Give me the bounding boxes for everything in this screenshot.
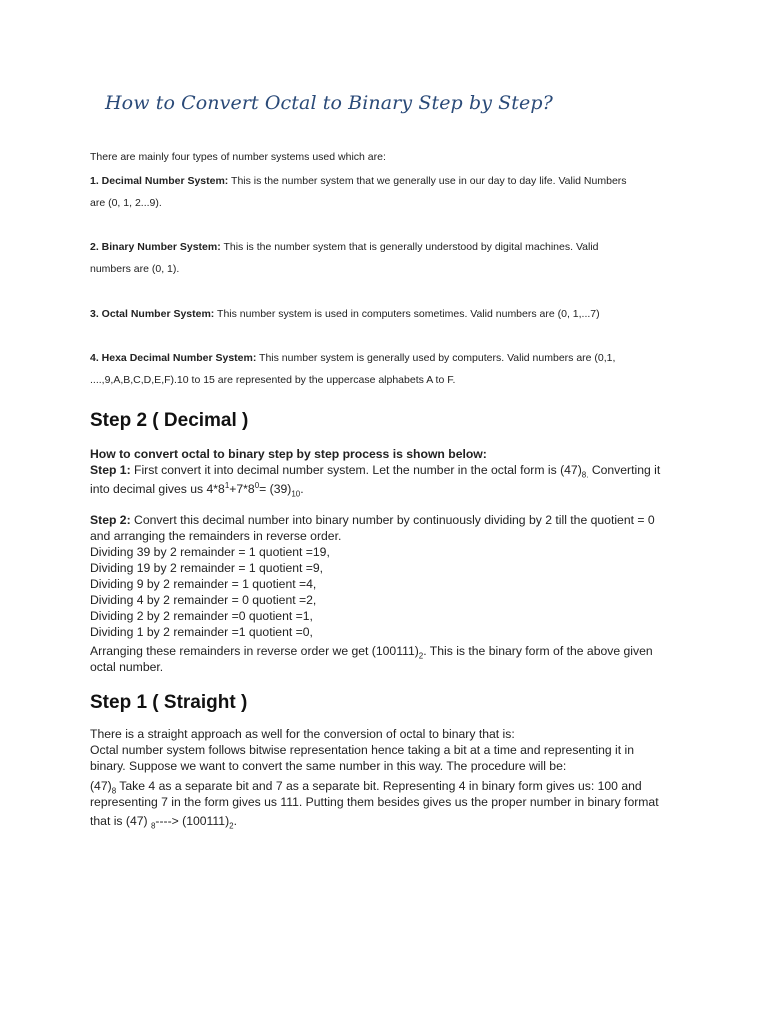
- step1-p-line3: [90, 813, 680, 829]
- step2-heading: Step 2 ( Decimal ): [90, 410, 249, 431]
- subscript: 8: [111, 786, 117, 796]
- system-hexa-line1: [90, 347, 680, 369]
- step2-content: [90, 446, 680, 675]
- arrange-text: . This is the binary form of the above given: [423, 644, 653, 658]
- system-text: This is the number system that we generally use in our day to day life. Valid Numbers: [228, 175, 627, 187]
- system-binary: [90, 236, 680, 280]
- division-line: Dividing 39 by 2 remainder = 1 quotient =19,: [90, 545, 330, 559]
- formula-part: +7*8: [229, 482, 255, 496]
- p-text: that is (47): [90, 814, 151, 828]
- step1-content: [90, 726, 680, 829]
- division-line: Dividing 1 by 2 remainder =1 quotient =0,: [90, 625, 313, 639]
- p-text: ----> (100111): [155, 814, 230, 828]
- step1-line2: Octal number system follows bitwise representation hence taking a bit at a time and representing it in: [90, 743, 634, 757]
- step1-p-line2: representing 7 in the form gives us 111. Putting them besides gives us the proper number in binary format: [90, 795, 659, 809]
- subscript: 8: [150, 821, 156, 831]
- superscript: 0: [254, 480, 260, 490]
- p-text: Take 4 as a separate bit and 7 as a separate bit. Representing 4 in binary form gives us: 100 and: [116, 779, 642, 793]
- subscript: 2: [229, 821, 234, 831]
- step2-s1-line2: [90, 481, 680, 497]
- system-binary-line1: [90, 236, 680, 258]
- system-hexa: [90, 347, 680, 391]
- step2-subheading: [90, 446, 680, 462]
- system-text: This is the number system that is generally understood by digital machines. Valid: [220, 241, 599, 253]
- division-line: Dividing 2 by 2 remainder =0 quotient =1,: [90, 609, 313, 623]
- step-text: First convert it into decimal number system. Let the number in the octal form is (47): [130, 463, 582, 477]
- system-label: 2. Binary Number System:: [90, 241, 221, 253]
- step2-s2-line1: [90, 512, 680, 528]
- formula-part: into decimal gives us 4*8: [90, 482, 225, 496]
- step1-heading: Step 1 ( Straight ): [90, 692, 248, 713]
- subscript: 10: [291, 489, 301, 499]
- step1-p-line1: [90, 778, 680, 794]
- arrange-line2: octal number.: [90, 660, 164, 674]
- system-text-cont: ....,9,A,B,C,D,E,F).10 to 15 are represented by the uppercase alphabets A to F.: [90, 374, 456, 386]
- system-decimal-line1: [90, 170, 680, 192]
- p-text: .: [233, 814, 237, 828]
- system-octal: [90, 303, 680, 325]
- system-label: 3. Octal Number System:: [90, 308, 215, 320]
- step-label: Step 1:: [90, 463, 131, 477]
- formula-part: .: [300, 482, 304, 496]
- subscript: 8.: [581, 470, 589, 480]
- system-text: This number system is used in computers sometimes. Valid numbers are (0, 1,...7): [214, 308, 600, 320]
- division-line: Dividing 9 by 2 remainder = 1 quotient =4,: [90, 577, 317, 591]
- formula-part: = (39): [259, 482, 292, 496]
- system-label: 1. Decimal Number System:: [90, 175, 229, 187]
- system-text-cont: numbers are (0, 1).: [90, 263, 180, 275]
- step2-s2-line2: and arranging the remainders in reverse order.: [90, 529, 342, 543]
- system-label: 4. Hexa Decimal Number System:: [90, 352, 257, 364]
- division-line: Dividing 4 by 2 remainder = 0 quotient =2,: [90, 593, 317, 607]
- system-text: This number system is generally used by computers. Valid numbers are (0,1,: [256, 352, 616, 364]
- step2-s1-line1: [90, 462, 680, 478]
- arrange-text: Arranging these remainders in reverse order we get (100111): [90, 644, 419, 658]
- system-decimal: [90, 170, 680, 214]
- step1-line1: There is a straight approach as well for the conversion of octal to binary that is:: [90, 727, 515, 741]
- step2-subheading-text: How to convert octal to binary step by step process is shown below:: [90, 447, 487, 461]
- p-text: (47): [90, 779, 112, 793]
- step-label: Step 2:: [90, 513, 131, 527]
- system-text-cont: are (0, 1, 2...9).: [90, 197, 162, 209]
- arrange-line1: [90, 643, 680, 659]
- subscript: 2: [418, 651, 424, 661]
- superscript: 1: [224, 480, 230, 490]
- page-title: How to Convert Octal to Binary Step by Step?: [105, 92, 553, 114]
- step-text: Convert this decimal number into binary number by continuously dividing by 2 till the quotient = 0: [130, 513, 655, 527]
- intro-lead: There are mainly four types of number systems used which are:: [90, 151, 386, 163]
- system-octal-line1: [90, 303, 680, 325]
- step1-line3: binary. Suppose we want to convert the same number in this way. The procedure will be:: [90, 759, 567, 773]
- division-line: Dividing 19 by 2 remainder = 1 quotient =9,: [90, 561, 324, 575]
- step-text: Converting it: [588, 463, 661, 477]
